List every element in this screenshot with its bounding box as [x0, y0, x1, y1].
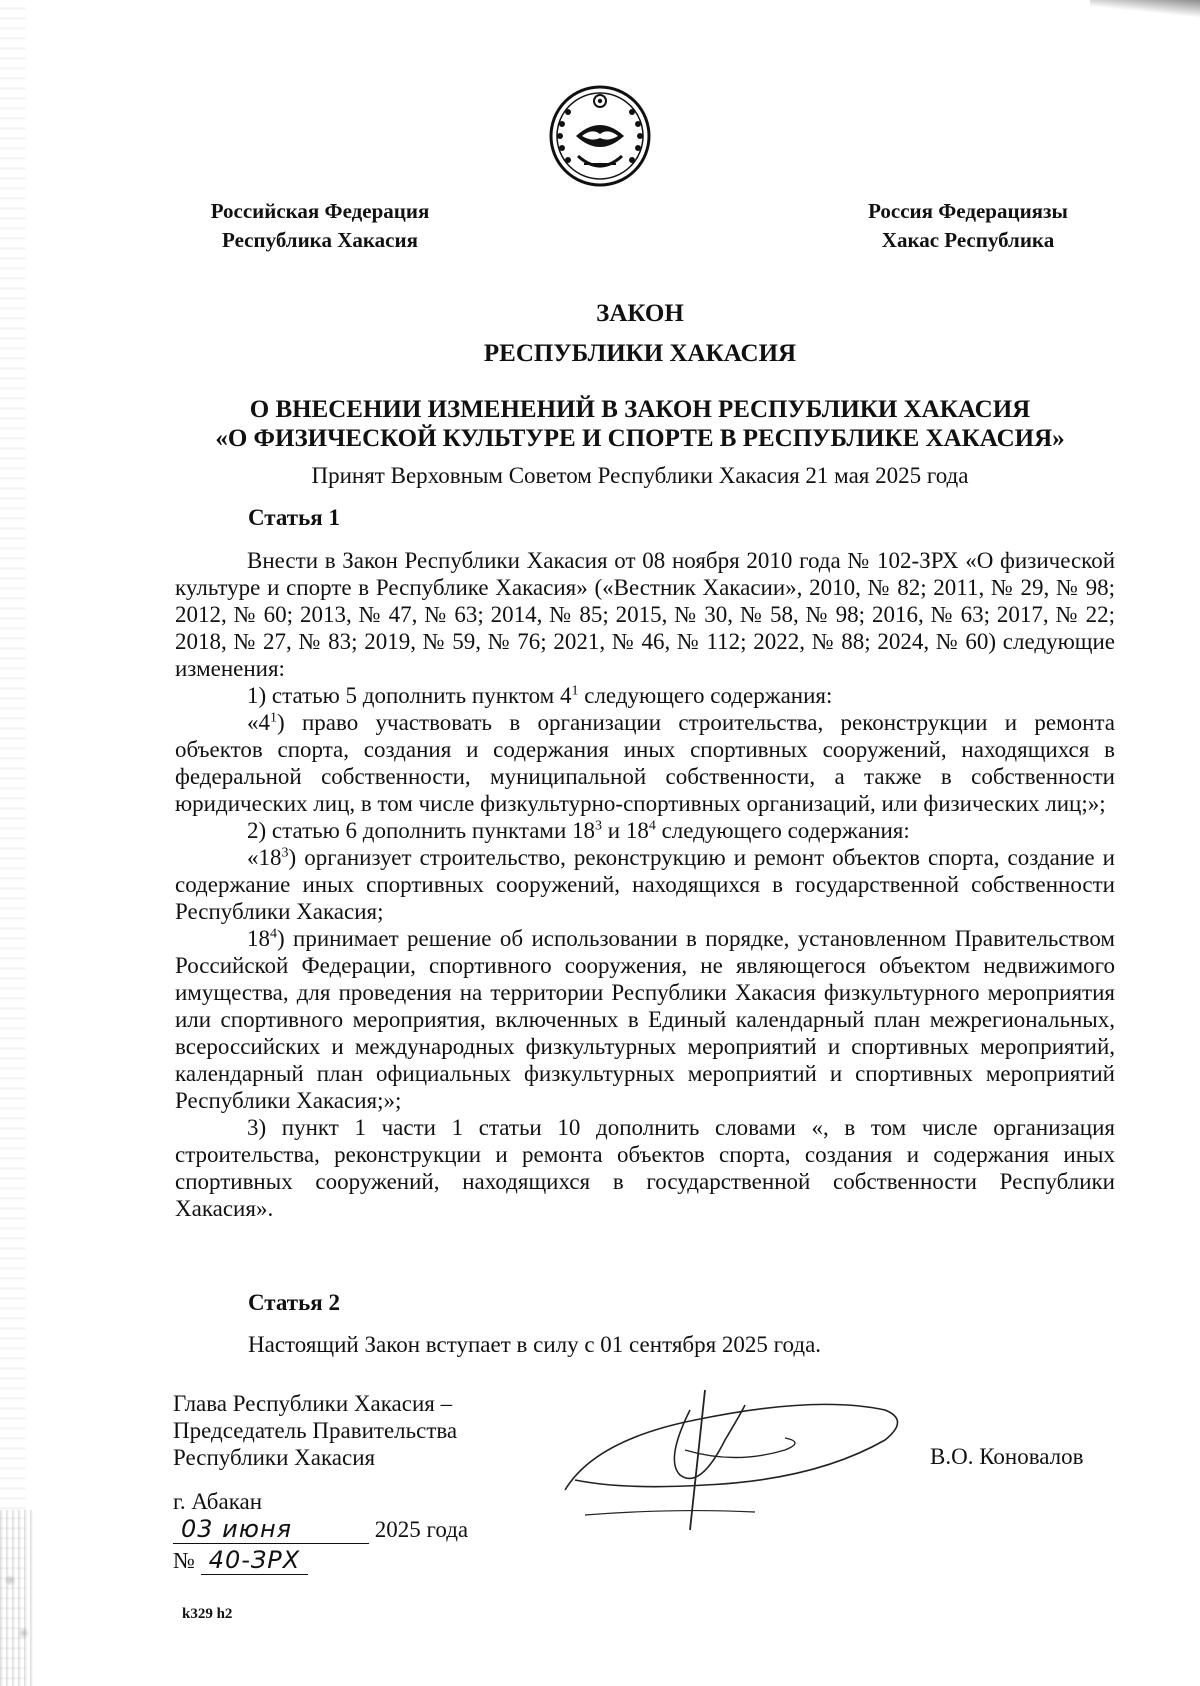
article-1-intro: Внести в Закон Республики Хакасия от 08 ноября 2010 года № 102-ЗРХ «О физической культуре и спорте в Республике Хакасия» («Вестник Хакасии», 2010, № 82; 2011, № 29, № 98; 2012, № 60; 2013, № 47, № 63; 2014, № 85; 2015, № 30, № 58, № 98; 2016, № 63; 2017, № 22; 2018, № 27, № 83; 2019, № 59, № 76; 2021, № 46, № 112; 2022, № 88; 2024, № 60) следующие изменения: — [175, 548, 1115, 681]
header-right-line1: Россия Федерациязы — [868, 199, 1068, 223]
quote-2-sup: 3 — [281, 845, 289, 861]
item-2-text-mid: и 18 — [602, 818, 649, 843]
article-1-body — [175, 547, 1115, 1222]
item-1-text: 1) статью 5 дополнить пунктом 4 — [247, 683, 572, 708]
quote-3-text: ) принимает решение об использовании в порядке, установленном Правительством Российской Федерации, спортивного сооружения, не являющегося объектом недвижимого имущества, для проведения на территории Республики Хакасия физкультурного мероприятия или спортивного мероприятия, включенных в Единый календарный план межрегиональных, всероссийских и международных физкультурных мероприятий и спортивных мероприятий, календарный план официальных физкультурных мероприятий и спортивных мероприятий Республики Хакасия;»; — [175, 926, 1115, 1113]
quote-2-start: «18 — [247, 845, 282, 870]
item-2-sup-2: 4 — [648, 818, 656, 834]
header-left-line2: Республика Хакасия — [222, 228, 418, 252]
adoption-note: Принят Верховным Советом Республики Хакасия 21 мая 2025 года — [311, 463, 969, 488]
article-2-text: Настоящий Закон вступает в силу с 01 сентября 2025 года. — [248, 1332, 822, 1357]
item-2-text: 2) статью 6 дополнить пунктами 18 — [247, 818, 596, 843]
signatory-title-line3: Республики Хакасия — [173, 1445, 376, 1470]
signatory-title — [173, 1390, 457, 1471]
quote-1-text: ) право участвовать в организации строительства, реконструкции и ремонта объектов спорта, создания и содержания иных спортивных сооружений, находящихся в федеральной собственности, муниципальной собственности, а также в собственности юридических лиц, в том числе физкультурно-спортивных организаций, или физических лиц;»; — [175, 710, 1115, 816]
doc-subject-line2: «О ФИЗИЧЕСКОЙ КУЛЬТУРЕ И СПОРТЕ В РЕСПУБЛИКЕ ХАКАСИЯ» — [215, 425, 1065, 452]
header-right-line2: Хакас Республика — [881, 228, 1055, 252]
article-1-heading: Статья 1 — [248, 505, 340, 530]
quote-2-text: ) организует строительство, реконструкцию и ремонт объектов спорта, создание и содержание иных спортивных сооружений, находящихся в государственной собственности Республики Хакасия; — [175, 845, 1115, 924]
signatory-title-line2: Председатель Правительства — [173, 1418, 458, 1443]
doc-subject — [160, 395, 1120, 453]
quote-1-sup: 1 — [270, 710, 277, 726]
article-1-item-2 — [175, 817, 1115, 844]
signatory-name: В.О. Коновалов — [930, 1444, 1084, 1469]
article-1-quote-3 — [175, 925, 1115, 1114]
header-left — [170, 197, 470, 255]
handwritten-law-number: 40-ЗРХ — [201, 1546, 309, 1575]
header-right — [836, 197, 1100, 255]
quote-3-start: 18 — [247, 926, 270, 951]
coat-of-arms-emblem — [548, 84, 652, 188]
scan-noise-top-right — [1090, 0, 1200, 18]
signatory-title-line1: Глава Республики Хакасия – — [173, 1391, 453, 1416]
doc-subject-line1: О ВНЕСЕНИИ ИЗМЕНЕНИЙ В ЗАКОН РЕСПУБЛИКИ ХАКАСИЯ — [249, 396, 1031, 423]
scan-noise-left-bottom — [0, 1510, 34, 1686]
law-number-prefix: № — [173, 1548, 195, 1573]
handwritten-signature — [555, 1380, 915, 1540]
law-number — [173, 1546, 308, 1575]
article-1-item-1 — [175, 682, 1115, 709]
signing-date — [173, 1515, 468, 1544]
article-2-heading: Статья 2 — [248, 1290, 340, 1315]
item-1-text-end: следующего содержания: — [578, 683, 833, 708]
signing-year: 2025 года — [374, 1517, 469, 1542]
quote-1-start: «4 — [247, 710, 270, 735]
quote-3-sup: 4 — [270, 926, 277, 942]
place-of-signing: г. Абакан — [173, 1489, 263, 1514]
header-left-line1: Российская Федерация — [210, 199, 430, 223]
doc-title-republic: РЕСПУБЛИКИ ХАКАСИЯ — [483, 340, 797, 367]
item-2-sup-1: 3 — [595, 818, 603, 834]
handwritten-date: 03 июня — [173, 1515, 369, 1544]
document-code: k329 h2 — [182, 1606, 233, 1622]
item-1-sup: 1 — [571, 683, 579, 699]
scan-noise-left — [0, 0, 26, 1686]
article-1-item-3: 3) пункт 1 части 1 статьи 10 дополнить словами «, в том числе организация строительства, реконструкции и ремонта объектов спорта, создания и содержания иных спортивных сооружений, находящихся в государственной собственности Республики Хакасия». — [175, 1115, 1115, 1221]
article-1-quote-2 — [175, 844, 1115, 925]
item-2-text-end: следующего содержания: — [655, 818, 910, 843]
doc-title-law: ЗАКОН — [596, 300, 684, 327]
article-1-quote-1 — [175, 709, 1115, 817]
